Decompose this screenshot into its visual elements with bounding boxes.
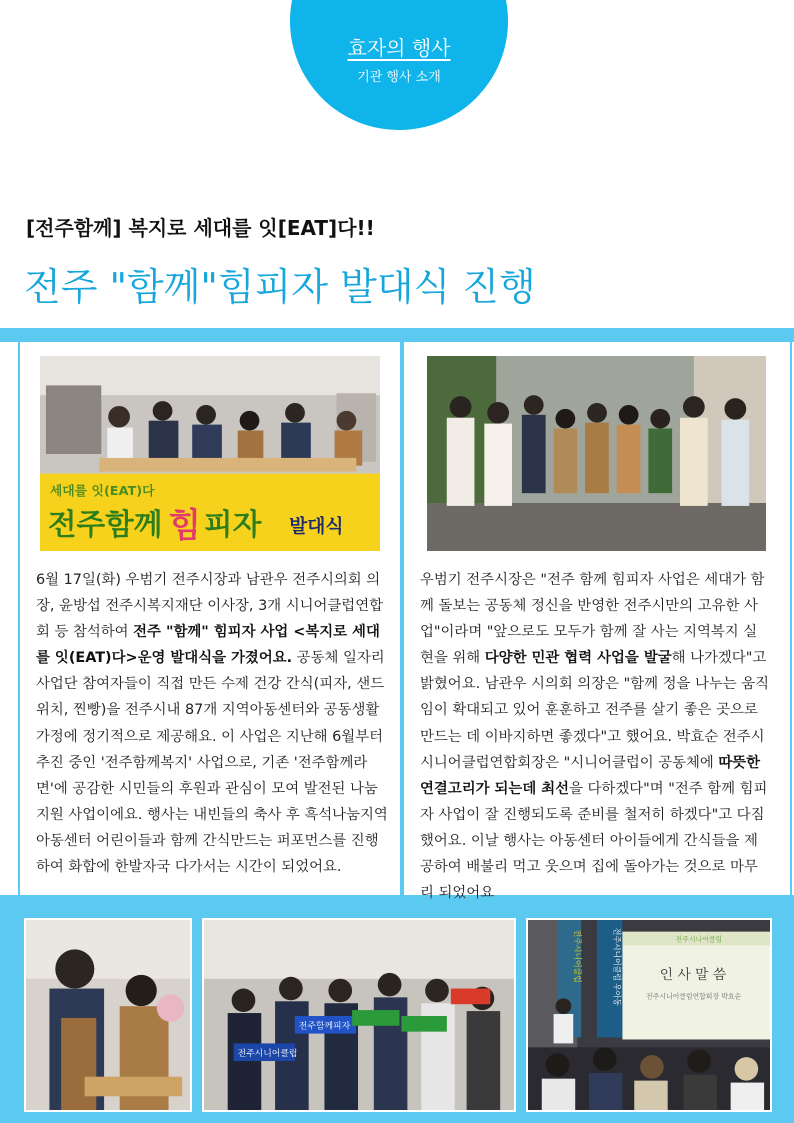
- right-text-bold-1: 다양한 민관 협력 사업을 발굴: [484, 650, 672, 667]
- banner-large-text-1: 전주함께: [47, 507, 163, 542]
- left-column-text: [36, 567, 388, 880]
- photo-audience-signs: [202, 918, 516, 1112]
- stage-title-text: 인 사 말 씀: [659, 966, 727, 983]
- right-text-part-1: 우범기 전주시장은 "전주 함께 힘피자 사업은 세대가 함께 돌보는 공동체 정신을 반영한 전주시만의 고유한 사업"이라며 "앞으로도 모두가 함께 잘 사는 지역복지 실현을 위해: [420, 572, 765, 667]
- photo-speech-stage: [526, 918, 772, 1112]
- article-kicker: [전주함께] 복지로 세대를 잇[EAT]다!!: [26, 216, 375, 240]
- sign-text-1: 전주시니어클럽: [237, 1049, 298, 1060]
- banner-large-text-2: 힘: [168, 505, 201, 545]
- photo-pizza-making-banner: [38, 354, 382, 553]
- section-title: 효자의 행사: [347, 36, 451, 60]
- banner-small-text: 세대를 잇(EAT)다: [49, 484, 155, 500]
- left-text-bold: 전주 "함께" 힘피자 사업 <복지로 세대를 잇(EAT)다>운영 발대식을 가졌어요.: [36, 624, 380, 667]
- left-text-part-2: 공동체 일자리사업단 참여자들이 직접 만든 수제 건강 간식(피자, 샌드위치, 찐빵)을 전주시내 87개 지역아동센터와 공동생활가정에 정기적으로 제공해요. 이 사업은 지난해 6월부터 추진 중인 '전주함께복지' 사업으로, 기존 '전주함께라면'에 공감한 시민들의 후원과 관심이 모여 발전된 나눔 지원 사업이에요. 행사는 내빈들의 축사 후 흑석나눔지역아동센터 어린이들과 함께 간식만드는 퍼포먼스를 진행하여 화합에 한발자국 다가서는 시간이 되었어요.: [36, 650, 388, 876]
- vertical-banner-text-2: 전주시니어클럽 우아동: [612, 927, 622, 1006]
- vertical-banner-text-1: 전주시니어클럽: [573, 929, 583, 983]
- right-text-bold-2: 따뜻한 연결고리가 되는데 최선: [420, 754, 761, 797]
- article-headline: 전주 "함께"힘피자 발대식 진행: [24, 265, 536, 309]
- photo-closeup-cooking: [24, 918, 192, 1112]
- right-text-part-2: 해 나가겠다"고 밝혔어요. 남관우 시의회 의장은 "함께 정을 나누는 움직임이 확대되고 있어 훈훈하고 전주를 살기 좋은 곳으로 만드는 데 이바지하면 좋겠다"고 했어요. 박효순 전주시 시니어클럽연합회장은 "시니어클럽이 공동체에: [420, 650, 770, 771]
- right-column-text: [420, 567, 770, 906]
- section-subtitle: 기관 행사 소개: [357, 70, 441, 85]
- stage-logo-text: 전주시니어클럽: [675, 935, 723, 944]
- top-color-band: [0, 328, 794, 342]
- left-text-part-1: 6월 17일(화) 우범기 전주시장과 남관우 전주시의회 의장, 윤방섭 전주시복지재단 이사장, 3개 시니어클럽연합회 등 참석하여: [36, 572, 384, 641]
- photo-group: [425, 354, 768, 553]
- sign-text-2: 전주함께피자: [298, 1021, 351, 1032]
- stage-subtitle-text: 전주시니어클럽연합회장 박효순: [646, 992, 742, 1001]
- section-header-badge: [290, 0, 508, 130]
- banner-large-text-3: 피자: [204, 507, 262, 542]
- right-text-part-3: 을 다하겠다"며 "전주 함께 힘피자 사업이 잘 진행되도록 준비를 철저히 하겠다"고 다짐했어요. 이날 행사는 아동센터 아이들에게 간식들을 제공하여 배불리 먹고 웃으며 집에 돌아가는 것으로 마무리 되었어요: [420, 780, 768, 902]
- banner-large-text-4: 발대식: [289, 516, 344, 538]
